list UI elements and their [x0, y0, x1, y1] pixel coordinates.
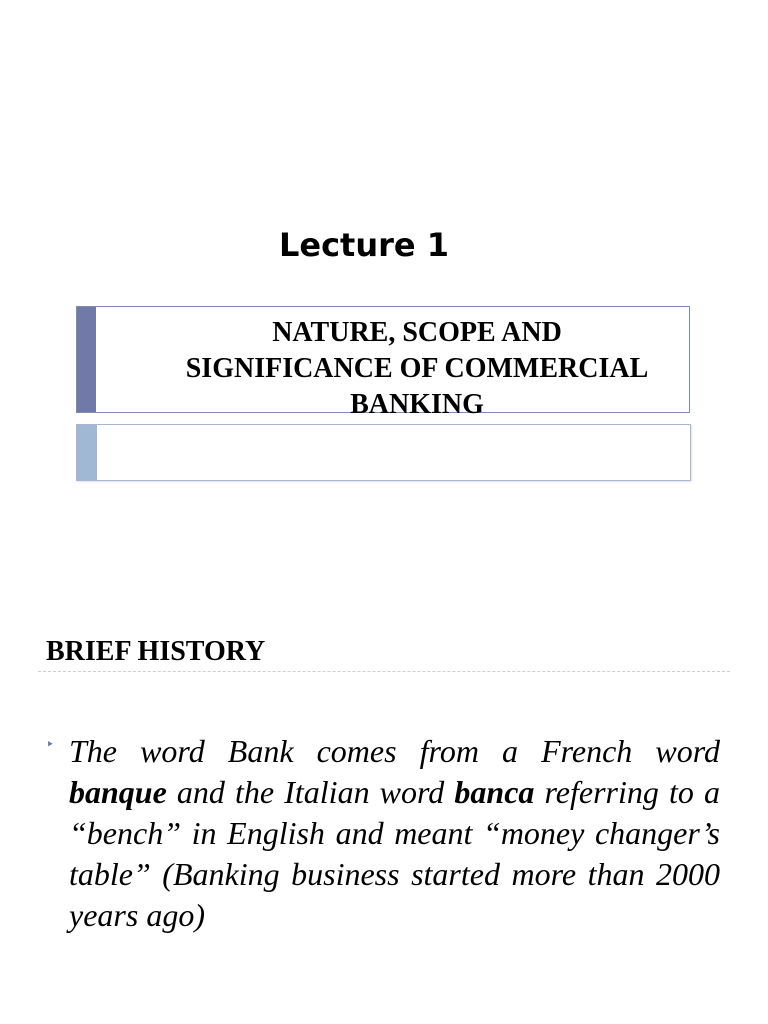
title-line-3: BANKING	[350, 389, 484, 420]
term-banca: banca	[454, 774, 535, 810]
title-line-1: NATURE, SCOPE AND	[272, 317, 562, 348]
bullet-text-part-2: and the Italian word	[166, 774, 455, 810]
subtitle-box	[76, 424, 691, 481]
title-box-accent-bar	[77, 307, 96, 412]
title-box	[76, 306, 690, 420]
lecture-title: Lecture 1	[278, 226, 450, 264]
term-banque: banque	[69, 774, 167, 810]
title-line-2: SIGNIFICANCE OF COMMERCIAL	[185, 353, 649, 384]
subtitle-box-accent-bar	[77, 425, 97, 480]
title-box-text	[167, 315, 667, 423]
bullet-text	[69, 731, 720, 936]
section-heading: BRIEF HISTORY	[46, 636, 266, 667]
section-divider	[38, 671, 730, 672]
bullet-text-part-1: The word Bank comes from a French word	[69, 733, 720, 769]
bullet-triangle-icon: ‣	[46, 737, 55, 753]
bullet-text-part-3: referring to a “bench” in English and meant “money changer’s table” (Banking business started more than 2000 years ago)	[69, 774, 721, 933]
